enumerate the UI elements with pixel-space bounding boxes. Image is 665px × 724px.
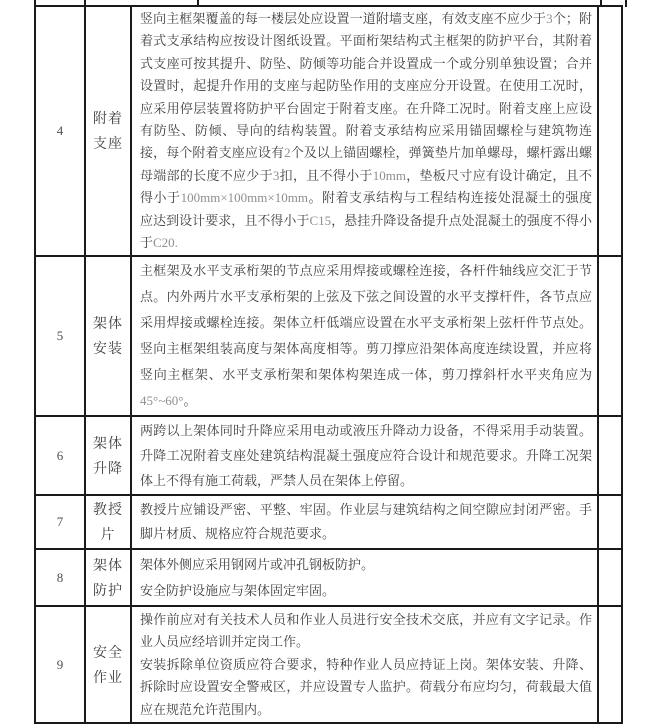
row-content: 竖向主框架覆盖的每一楼层处应设置一道附墙支座，有效支座不应少于3个；附着式支承结构应按设计图纸设置。平面桁架结构式主框架的防护平台，其附着式支座可按其提升、防坠、防倾等功能合并设置成一个或分别单独设置；合并设置时，起提升作用的支座与起防坠作用的支座应分开设置。在使用工况时，应采用停层装置将防护平台固定于附着支座。在升降工况时。附着支座上应设有防坠、防倾、导向的结构装置。附着支承结构应采用锚固螺栓与建筑物连接，每个附着支座应设有2个及以上锚固螺栓，弹簧垫片加单螺母，螺杆露出螺母端部的长度不应少于3扣，且不得小于10mm，垫板尺寸应有设计确定，且不得小于100mm×100mm×10mm。附着支承结构与工程结构连接处混凝土的强度应达到设计要求，且不得小于C15，悬挂升降设备提升点处混凝土的强度不得小于C20. bbox=[131, 6, 598, 256]
row-content: 架体外侧应采用钢网片或冲孔钢板防护。 安全防护设施应与架体固定牢固。 bbox=[131, 549, 598, 606]
row-label: 附着 支座 bbox=[85, 6, 131, 256]
table-row bbox=[35, 606, 622, 723]
row-number: 7 bbox=[35, 495, 85, 549]
row-label: 架体 升降 bbox=[85, 416, 131, 495]
row-label: 安全 作业 bbox=[85, 606, 131, 723]
row-number: 9 bbox=[35, 606, 85, 723]
row-result-cell bbox=[598, 549, 622, 606]
row-content: 教授片应铺设严密、平整、牢固。作业层与建筑结构之间空隙应封闭严密。手脚片材质、规格应符合规范要求。 bbox=[131, 495, 598, 549]
row-number: 5 bbox=[35, 256, 85, 416]
row-result-cell bbox=[598, 256, 622, 416]
table-row bbox=[35, 256, 622, 416]
row-number: 6 bbox=[35, 416, 85, 495]
row-result-cell bbox=[598, 606, 622, 723]
row-label: 教授 片 bbox=[85, 495, 131, 549]
row-result-cell bbox=[598, 495, 622, 549]
row-content: 主框架及水平支承桁架的节点应采用焊接或螺栓连接，各杆件轴线应交汇于节点。内外两片水平支承桁架的上弦及下弦之间设置的水平支撑杆件，各节点应采用焊接或螺栓连接。架体立杆低端应设置在水平支承桁架上弦杆件节点处。竖向主框架组装高度与架体高度相等。剪刀撑应沿架体高度连续设置，并应将竖向主框架、水平支承桁架和架体构架连成一体，剪刀撑斜杆水平夹角应为45°~60°。 bbox=[131, 256, 598, 416]
table-row bbox=[35, 416, 622, 495]
row-result-cell bbox=[598, 6, 622, 256]
table-row bbox=[35, 549, 622, 606]
row-number: 8 bbox=[35, 549, 85, 606]
remnant-border-right bbox=[625, 0, 627, 7]
row-number: 4 bbox=[35, 6, 85, 256]
inspection-table bbox=[34, 5, 623, 724]
table-row bbox=[35, 6, 622, 256]
row-label: 架体 防护 bbox=[85, 549, 131, 606]
row-result-cell bbox=[598, 416, 622, 495]
row-label: 架体 安装 bbox=[85, 256, 131, 416]
table-row bbox=[35, 495, 622, 549]
row-content: 两跨以上架体同时升降应采用电动或液压升降动力设备，不得采用手动装置。升降工况附着支座处建筑结构混凝土强度应符合设计和规范要求。升降工况架体上不得有施工荷载，严禁人员在架体上停留。 bbox=[131, 416, 598, 495]
row-content: 操作前应对有关技术人员和作业人员进行安全技术交底，并应有文字记录。作业人员应经培训并定岗工作。 安装拆除单位资质应符合要求，特种作业人员应持证上岗。架体安装、升降、拆除时应设置安全警戒区，并应设置专人监护。荷载分布应均匀，荷载最大值应在规范允许范围内。 bbox=[131, 606, 598, 723]
